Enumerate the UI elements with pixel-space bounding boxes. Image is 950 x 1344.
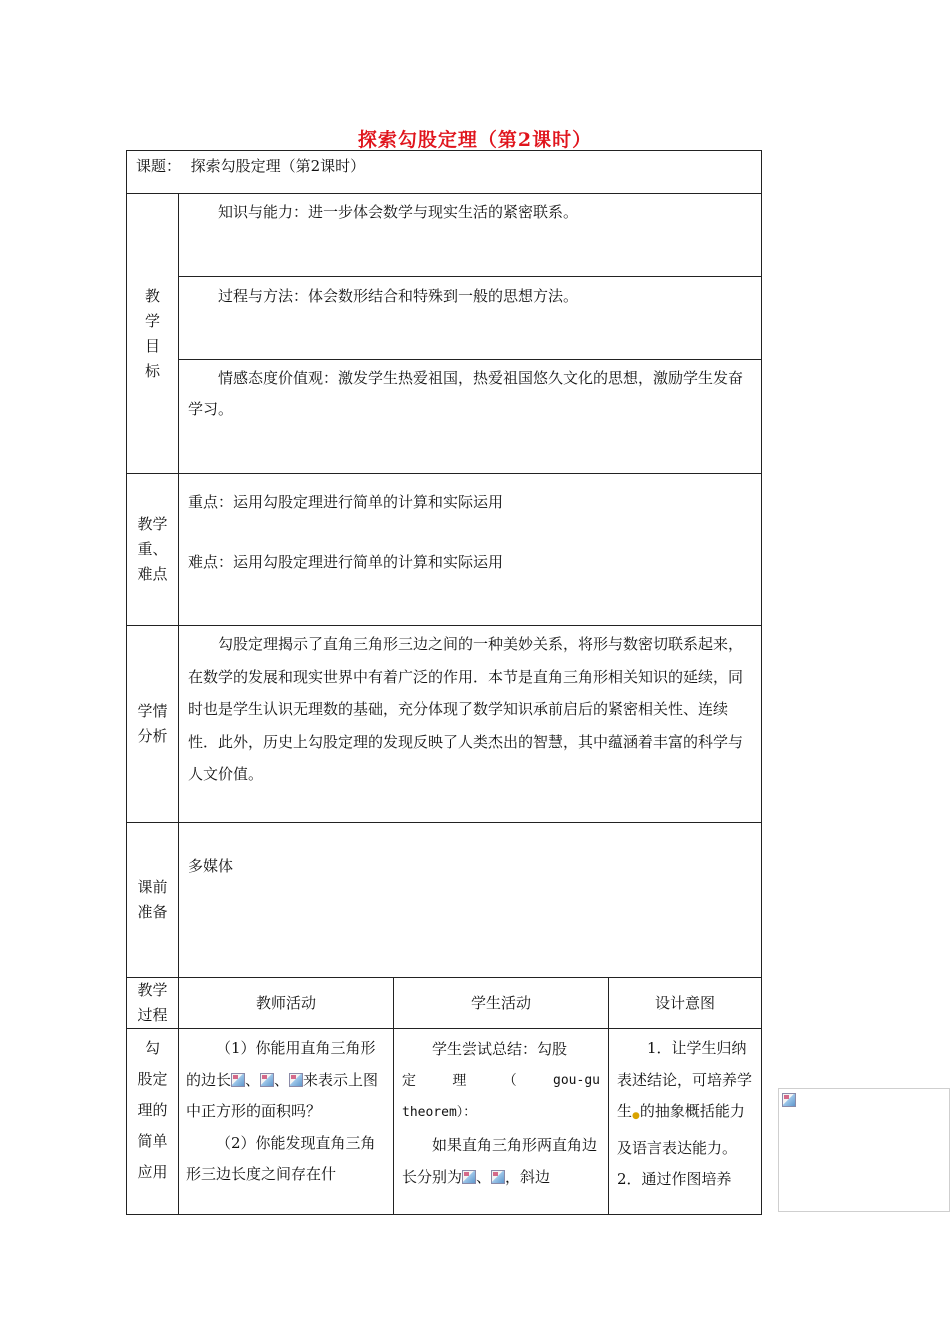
objective-process: 过程与方法：体会数形结合和特殊到一般的思想方法。 bbox=[218, 287, 579, 305]
teacher-q1-a: （1）你能用直角三角形的边长 bbox=[186, 1039, 376, 1089]
course-label: 课题： bbox=[136, 157, 182, 175]
key-point-difficulty: 难点：运用勾股定理进行简单的计算和实际运用 bbox=[188, 553, 504, 571]
broken-image-icon bbox=[231, 1073, 245, 1087]
teacher-activity: （1）你能用直角三角形的边长 、 、 来表示上图中正方形的面积吗？ （2）你能发现直角三角形三边长度之间存在什 bbox=[179, 1029, 394, 1215]
objective-row-knowledge bbox=[127, 194, 762, 277]
broken-image-icon bbox=[260, 1073, 274, 1087]
lesson-plan-table bbox=[126, 150, 762, 1215]
design-item1-b: 的抽象概括能力及语言表达能力。 bbox=[617, 1102, 745, 1157]
student-line4-b: ，斜边 bbox=[505, 1168, 551, 1186]
analysis-text: 勾股定理揭示了直角三角形三边之间的一种美妙关系，将形与数密切联系起来，在数学的发展和现实世界中有着广泛的作用．本节是直角三角形相关知识的延续，同时也是学生认识无理数的基础，充分体现了数学知识承前启后的紧密相关性、连续性．此外，历史上勾股定理的发现反映了人类杰出的智慧，其中蕴涵着丰富的科学与人文价值。 bbox=[188, 635, 744, 783]
key-points-row bbox=[127, 474, 762, 626]
analysis-row bbox=[127, 626, 762, 823]
student-line3: theorem）： bbox=[402, 1105, 477, 1120]
broken-image-icon bbox=[782, 1093, 796, 1107]
header-student: 学生活动 bbox=[394, 978, 609, 1029]
course-title: 探索勾股定理（第2课时） bbox=[190, 157, 366, 175]
teacher-q1-b: 来表示上图中正方形的面积吗？ bbox=[186, 1070, 379, 1120]
design-item2: 2．通过作图培养 bbox=[617, 1170, 732, 1188]
section-label: 勾 股定 理的 简单 应用 bbox=[127, 1029, 179, 1215]
design-item1-a: 1．让学生归纳表述结论，可培养学生 bbox=[617, 1039, 753, 1120]
broken-image-icon bbox=[491, 1170, 505, 1184]
student-line1: 学生尝试总结：勾股 bbox=[432, 1040, 568, 1058]
process-label: 教学 过程 bbox=[127, 978, 179, 1029]
process-content-row bbox=[127, 1029, 762, 1215]
broken-image-icon bbox=[289, 1073, 303, 1087]
image-placeholder-box bbox=[778, 1088, 950, 1212]
key-point-focus: 重点：运用勾股定理进行简单的计算和实际运用 bbox=[188, 493, 504, 511]
student-activity: 学生尝试总结：勾股 定 理 （ gou-gu theorem）： 如果直角三角形两直角边长分别为 、 ，斜边 bbox=[394, 1029, 609, 1215]
objective-knowledge: 知识与能力：进一步体会数学与现实生活的紧密联系。 bbox=[218, 203, 579, 221]
header-design: 设计意图 bbox=[609, 978, 762, 1029]
student-line2: 定 理 （ gou-gu bbox=[402, 1073, 600, 1089]
objective-row-process bbox=[127, 277, 762, 360]
objective-emotion: 情感态度价值观：激发学生热爱祖国，热爱祖国悠久文化的思想，激励学生发奋学习。 bbox=[188, 369, 744, 418]
process-header-row bbox=[127, 978, 762, 1029]
objective-row-emotion bbox=[127, 360, 762, 474]
key-points-label: 教学 重、 难点 bbox=[127, 474, 179, 626]
header-teacher: 教师活动 bbox=[179, 978, 394, 1029]
preparation-row bbox=[127, 823, 762, 978]
student-line4-a: 如果直角三角形两直角边长分别为 bbox=[402, 1136, 598, 1186]
design-intent: 1．让学生归纳表述结论，可培养学生●的抽象概括能力及语言表达能力。 2．通过作图培养 bbox=[609, 1029, 762, 1215]
teacher-q2: （2）你能发现直角三角形三边长度之间存在什 bbox=[186, 1133, 376, 1183]
analysis-label: 学情 分析 bbox=[127, 626, 179, 823]
objectives-label: 教 学 目 标 bbox=[127, 194, 179, 474]
preparation-label: 课前 准备 bbox=[127, 823, 179, 978]
preparation-text: 多媒体 bbox=[188, 857, 234, 875]
course-row bbox=[127, 151, 762, 194]
broken-image-icon bbox=[462, 1170, 476, 1184]
page-title: 探索勾股定理（第2课时） bbox=[357, 129, 593, 151]
